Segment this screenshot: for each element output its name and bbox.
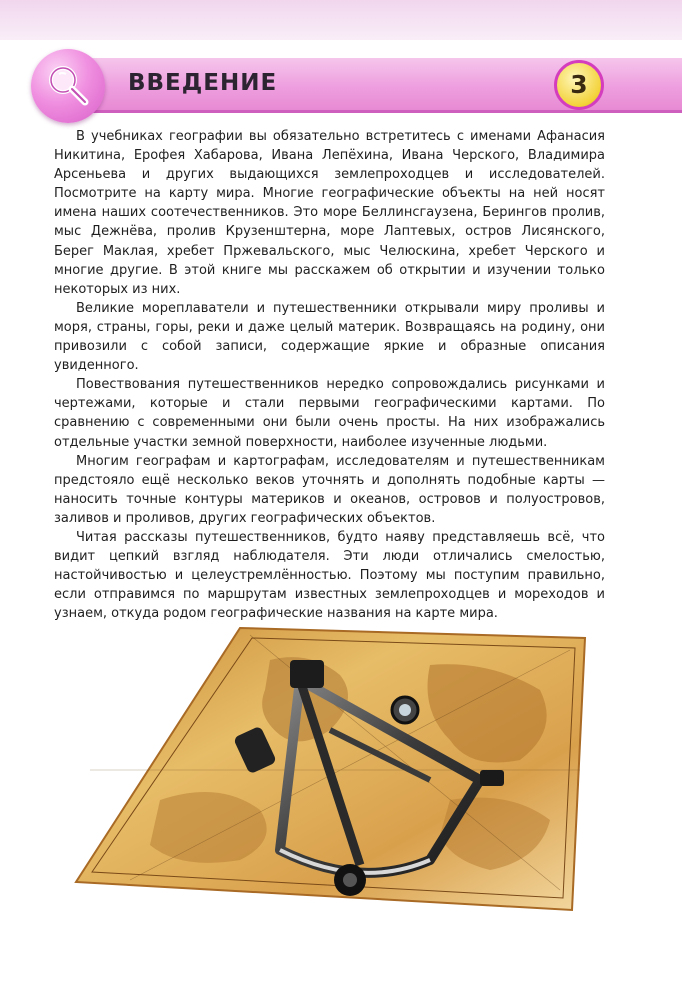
top-decor-band bbox=[0, 0, 682, 40]
page-number-badge: 3 bbox=[554, 60, 604, 110]
paragraph: Многим географам и картографам, исследователям и путешественникам предстояло ещё несколько веков уточнять и дополнять подобные карты — наносить точные контуры материков и океанов, островов и полуостровов, заливов и проливов, других географических объектов. bbox=[54, 453, 605, 526]
sextant-on-map-illustration bbox=[70, 620, 600, 920]
page-title: ВВЕДЕНИЕ bbox=[128, 70, 278, 96]
header-underline bbox=[60, 110, 682, 113]
paragraph: Великие мореплаватели и путешественники открывали миру проливы и моря, страны, горы, реки и даже целый материк. Возвращаясь на родину, они привозили с собой записи, содержащие яркие и образные описания увиденного. bbox=[54, 300, 605, 374]
paragraph: Читая рассказы путешественников, будто наяву представляешь всё, что видит цепкий взгляд наблюдателя. Эти люди отличались смелостью, настойчивостью и целеустремлённостью. Поэтому мы поступим правильно, если отправимся по маршрутам известных землепроходцев и мореходов и узнаем, откуда родом географические названия на карте мира. bbox=[54, 529, 605, 622]
magnifier-icon bbox=[43, 61, 93, 111]
chapter-logo bbox=[31, 49, 105, 123]
paragraph: В учебниках географии вы обязательно встретитесь с именами Афанасия Никитина, Ерофея Хабарова, Ивана Лепёхина, Ивана Черского, Владимира Арсеньева и других выдающихся землепроходцев и исследователей. Посмотрите на карту мира. Многие географические объекты на ней носят имена наших соотечественников. Это море Беллинсгаузена, Берингов пролив, мыс Дежнёва, пролив Крузенштерна, море Лаптевых, остров Лисянского, Берег Маклая, хребет Пржевальского, мыс Челюскина, хребет Черского и многие другие. В этой книге мы расскажем об открытии и изучении только некоторых из них. bbox=[54, 129, 605, 297]
intro-text bbox=[54, 127, 605, 623]
paragraph: Повествования путешественников нередко сопровождались рисунками и чертежами, которые и стали первыми географическими картами. По сравнению с современными они были очень просты. На них изображались отдельные участки земной поверхности, наиболее изученные людьми. bbox=[54, 377, 605, 450]
